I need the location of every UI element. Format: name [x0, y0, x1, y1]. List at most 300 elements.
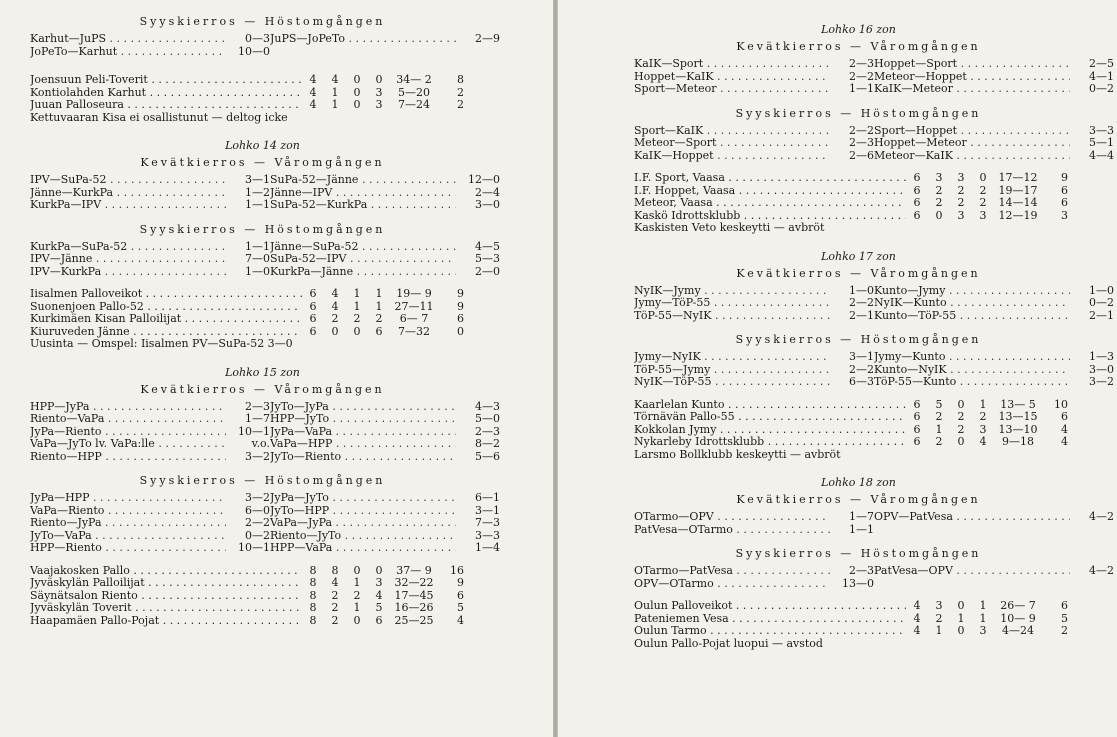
match-score: 1—1	[849, 82, 874, 95]
match-row	[874, 150, 1114, 163]
points: 4	[1061, 422, 1068, 436]
match-score: 3—2	[245, 449, 270, 463]
match-teams: Karhut—JuPS . . .	[30, 33, 226, 46]
match-score: 0—3	[245, 32, 270, 45]
match-row	[30, 253, 270, 266]
match-teams: Hoppet—Sport . . .	[874, 58, 1070, 71]
standings-table	[634, 172, 1083, 222]
games-played: 4	[309, 85, 317, 99]
match-score: 4—5	[475, 239, 500, 253]
goals: 4—24	[1002, 624, 1034, 637]
results-column-1	[634, 511, 874, 536]
autumn-results	[634, 564, 1114, 590]
match-row	[270, 33, 500, 46]
spring-results	[634, 510, 1114, 536]
draws: 0	[957, 624, 965, 637]
match-score: 4—2	[1089, 510, 1114, 523]
match-row	[30, 187, 270, 200]
match-teams: JoPeTo—Karhut . . .	[30, 46, 226, 59]
match-teams: JyPa—VaPa . . .	[270, 426, 456, 439]
match-row	[634, 351, 874, 364]
match-row	[634, 524, 874, 537]
results-column-2	[874, 511, 1114, 536]
goals: 25—25	[394, 613, 434, 627]
points: 4	[1061, 435, 1068, 448]
wins: 2	[331, 613, 339, 627]
match-teams: JyTo—HPP . . .	[270, 505, 456, 518]
match-row	[270, 530, 500, 543]
goals: 7—24	[398, 98, 430, 111]
match-teams: JyPa—HPP . . .	[30, 492, 226, 505]
match-row	[874, 376, 1114, 389]
match-score: 6—1	[475, 491, 500, 504]
standings-table	[30, 565, 495, 628]
match-row	[634, 297, 874, 310]
match-score: 1—3	[1089, 350, 1114, 363]
match-row	[30, 530, 270, 543]
match-score: 1—2	[245, 185, 270, 199]
match-score: 8—2	[475, 437, 500, 450]
match-teams: Jänne—KurkPa . . .	[30, 187, 226, 200]
results-column-1	[30, 492, 270, 555]
draws: 0	[353, 85, 361, 99]
team-name: Suonenjoen Pallo-52 . . .	[30, 301, 302, 314]
games-played: 6	[913, 208, 921, 222]
match-score: 1—1	[849, 522, 874, 536]
match-teams: JyTo—VaPa . . .	[30, 530, 226, 543]
match-teams: JyPa—Riento . . .	[30, 426, 226, 439]
spacer	[30, 351, 495, 361]
match-row	[30, 241, 270, 254]
match-row	[270, 438, 500, 451]
match-teams: KaIK—Meteor . . .	[874, 83, 1070, 96]
goals: 32—22	[394, 576, 434, 589]
match-teams: TöP-55—Kunto . . .	[874, 376, 1070, 389]
match-score: 2—3	[849, 564, 874, 577]
match-teams: Kunto—TöP-55 . . .	[874, 310, 1070, 323]
match-score: 1—4	[475, 541, 500, 554]
match-score: 1—0	[245, 264, 270, 278]
match-teams: HPP—JyTo . . .	[270, 413, 456, 426]
games-played: 6	[913, 422, 921, 436]
spacer	[30, 212, 495, 222]
spacer	[634, 96, 1083, 106]
match-row	[270, 451, 500, 464]
wins: 3	[935, 599, 943, 612]
losses: 1	[979, 397, 987, 411]
match-row	[874, 137, 1114, 150]
points: 3	[1061, 208, 1068, 222]
losses: 3	[375, 98, 383, 111]
goals: 5—20	[398, 85, 430, 99]
results-column-1	[30, 401, 270, 464]
wins: 5	[935, 397, 943, 411]
group-title: Lohko 14 zon	[225, 139, 300, 152]
results-column-1	[634, 565, 874, 590]
left-page-content	[30, 14, 500, 627]
wins: 0	[331, 324, 339, 338]
wins: 2	[935, 435, 943, 448]
wins: 4	[331, 287, 339, 300]
footnote: Uusinta — Omspel: Iisalmen PV—SuPa-52 3—0	[30, 337, 293, 350]
match-teams: JyPa—JyTo . . .	[270, 492, 456, 505]
standings-row	[30, 577, 495, 590]
match-score: 10—1	[238, 541, 270, 554]
match-row	[634, 58, 874, 71]
match-score: 3—0	[1089, 362, 1114, 376]
wins: 4	[331, 576, 339, 589]
match-row	[30, 492, 270, 505]
match-row	[634, 310, 874, 323]
spacer	[30, 58, 495, 74]
match-teams: OTarmo—OPV . . .	[634, 511, 830, 524]
match-score: 12—0	[468, 173, 500, 186]
match-row	[30, 33, 270, 46]
results-column-1	[634, 58, 874, 96]
standings-table	[30, 74, 495, 112]
losses: 1	[979, 599, 987, 612]
team-name: Oulun Palloveikot . . .	[634, 600, 906, 613]
match-score: 13—0	[842, 576, 874, 590]
standings-row	[30, 74, 495, 87]
games-played: 6	[309, 299, 317, 313]
games-played: 4	[913, 611, 921, 625]
autumn-round-header: Syyskierros — Höstomgången	[735, 106, 982, 120]
goals: 13—15	[998, 410, 1038, 423]
match-score: 0—2	[245, 528, 270, 542]
games-played: 6	[913, 397, 921, 411]
group-title: Lohko 18 zon	[821, 476, 896, 489]
results-column-1	[30, 174, 270, 212]
match-score: 2—9	[475, 32, 500, 45]
losses: 5	[375, 601, 383, 614]
match-row	[874, 511, 1114, 524]
match-teams: NyIK—Kunto . . .	[874, 297, 1070, 310]
match-row	[30, 438, 270, 451]
match-row	[30, 46, 270, 59]
team-name: Oulun Tarmo . . .	[634, 625, 906, 638]
results-column-2	[874, 351, 1114, 389]
match-row	[270, 241, 500, 254]
wins: 2	[331, 588, 339, 602]
match-teams: Jänne—IPV . . .	[270, 187, 456, 200]
match-row	[30, 542, 270, 555]
goals: 19—17	[998, 183, 1038, 197]
points: 6	[1061, 599, 1068, 612]
match-row	[874, 58, 1114, 71]
standings-table	[634, 399, 1083, 449]
match-teams: Kunto—Jymy . . .	[874, 285, 1070, 298]
losses: 2	[979, 410, 987, 423]
spacer	[634, 322, 1083, 332]
match-teams: PatVesa—OPV . . .	[874, 565, 1070, 578]
points: 10	[1054, 397, 1068, 411]
games-played: 6	[913, 183, 921, 197]
group-title: Lohko 16 zon	[821, 23, 896, 36]
match-score: 2—3	[849, 57, 874, 70]
match-teams: HPP—VaPa . . .	[270, 542, 456, 555]
autumn-results	[30, 491, 500, 555]
games-played: 6	[309, 312, 317, 325]
group-title: Lohko 15 zon	[225, 365, 300, 379]
goals: 34— 2	[396, 73, 432, 86]
spring-round-header: Kevätkierros — Våromgången	[140, 382, 385, 396]
autumn-results	[30, 32, 500, 58]
draws: 1	[353, 576, 361, 589]
draws: 2	[957, 196, 965, 209]
wins: 2	[935, 410, 943, 423]
standings-row	[634, 197, 1083, 210]
match-row	[270, 266, 500, 279]
points: 2	[457, 85, 464, 99]
match-teams: IPV—Jänne . . .	[30, 253, 226, 266]
standings-row	[30, 288, 495, 301]
draws: 2	[957, 422, 965, 436]
match-teams: Jymy—NyIK . . .	[634, 351, 830, 364]
losses: 1	[375, 287, 383, 300]
games-played: 8	[309, 588, 317, 602]
match-teams: JyTo—Riento . . .	[270, 451, 456, 464]
match-teams: NyIK—Jymy . . .	[634, 285, 830, 298]
spacer	[634, 461, 1083, 471]
spring-round-header: Kevätkierros — Våromgången	[736, 493, 981, 506]
wins: 1	[331, 98, 339, 111]
footnote: Kettuvaaran Kisa ei osallistunut — deltog icke	[30, 110, 288, 124]
wins: 1	[935, 624, 943, 637]
draws: 0	[957, 435, 965, 448]
wins: 0	[935, 208, 943, 222]
footnote: Oulun Pallo-Pojat luopui — avstod	[634, 636, 823, 650]
games-played: 6	[309, 287, 317, 300]
match-teams: KurkPa—Jänne . . .	[270, 266, 456, 279]
match-row	[874, 125, 1114, 138]
results-column-1	[634, 285, 874, 323]
team-name: Nykarleby Idrottsklubb . . .	[634, 436, 906, 449]
match-row	[270, 413, 500, 426]
match-row	[634, 565, 874, 578]
draws: 1	[353, 287, 361, 300]
team-name: Säynätsalon Riento . . .	[30, 590, 302, 603]
match-score: 4—3	[475, 399, 500, 413]
match-teams: Jänne—SuPa-52 . . .	[270, 241, 456, 254]
results-column-2	[874, 125, 1114, 163]
match-score: 3—3	[475, 528, 500, 542]
match-row	[270, 187, 500, 200]
match-row	[634, 150, 874, 163]
spacer	[30, 463, 495, 473]
team-name: I.F. Hoppet, Vaasa . . .	[634, 185, 906, 198]
match-score: 2—5	[1089, 57, 1114, 70]
match-row	[30, 401, 270, 414]
draws: 2	[957, 183, 965, 197]
games-played: 8	[309, 601, 317, 614]
losses: 2	[979, 196, 987, 209]
games-played: 4	[913, 624, 921, 637]
team-name: Juuan Palloseura . . .	[30, 99, 302, 112]
match-score: 1—1	[245, 198, 270, 211]
results-column-2	[874, 285, 1114, 323]
match-teams: Kunto—NyIK . . .	[874, 364, 1070, 377]
points: 6	[1061, 196, 1068, 209]
match-score: 2—0	[475, 264, 500, 278]
match-row	[270, 542, 500, 555]
right-page	[558, 0, 1117, 737]
match-teams: Meteor—Hoppet . . .	[874, 71, 1070, 84]
goals: 26— 7	[1000, 599, 1036, 612]
points: 6	[457, 312, 464, 325]
match-row	[30, 174, 270, 187]
autumn-results	[634, 123, 1114, 163]
wins: 2	[935, 183, 943, 197]
match-score: 7—0	[245, 252, 270, 265]
points: 9	[457, 576, 464, 589]
points: 5	[457, 601, 464, 614]
games-played: 4	[309, 98, 317, 111]
wins: 8	[331, 563, 339, 577]
match-score: 3—3	[1089, 123, 1114, 137]
draws: 2	[353, 312, 361, 325]
losses: 6	[375, 613, 383, 627]
match-score: 1—0	[1089, 283, 1114, 297]
draws: 2	[957, 410, 965, 423]
spacer	[30, 124, 495, 134]
match-score: 2—1	[849, 308, 874, 322]
games-played: 8	[309, 576, 317, 589]
draws: 0	[353, 613, 361, 627]
match-score: 4—4	[1089, 148, 1114, 162]
match-teams: Meteor—Sport . . .	[634, 137, 830, 150]
match-score: 2—2	[849, 296, 874, 309]
team-name: Kiuruveden Jänne . . .	[30, 326, 302, 339]
match-teams: OPV—OTarmo . . .	[634, 578, 830, 591]
footnote: Kaskisten Veto keskeytti — avbröt	[634, 221, 825, 234]
standings-row	[634, 411, 1083, 424]
match-score: 5—6	[475, 449, 500, 463]
team-name: Iisalmen Palloveikot . . .	[30, 288, 302, 301]
match-teams: Meteor—KaIK . . .	[874, 150, 1070, 163]
results-column-2	[270, 401, 500, 464]
draws: 1	[353, 299, 361, 313]
spring-round-header: Kevätkierros — Våromgången	[140, 156, 385, 169]
match-teams: IPV—SuPa-52 . . .	[30, 174, 226, 187]
draws: 1	[957, 611, 965, 625]
points: 5	[1061, 611, 1068, 625]
match-teams: OTarmo—PatVesa . . .	[634, 565, 830, 578]
spring-results	[30, 399, 500, 464]
team-name: Kaarlelan Kunto . . .	[634, 399, 906, 412]
autumn-round-header: Syyskierros — Höstomgången	[139, 474, 386, 487]
match-row	[634, 376, 874, 389]
match-row	[270, 174, 500, 187]
draws: 0	[353, 98, 361, 111]
match-teams: HPP—JyPa . . .	[30, 401, 226, 414]
match-score: 2—4	[475, 185, 500, 199]
match-row	[634, 137, 874, 150]
wins: 1	[935, 422, 943, 436]
match-score: 3—2	[1089, 375, 1114, 388]
match-score: 1—7	[849, 510, 874, 523]
match-row	[270, 253, 500, 266]
match-score: 3—1	[245, 173, 270, 186]
match-teams: HPP—Riento . . .	[30, 542, 226, 555]
match-teams: Jymy—TöP-55 . . .	[634, 297, 830, 310]
goals: 6— 7	[399, 312, 429, 325]
results-column-2	[874, 565, 1114, 590]
team-name: I.F. Sport, Vaasa . . .	[634, 172, 906, 185]
wins: 2	[935, 196, 943, 209]
losses: 1	[375, 299, 383, 313]
match-teams: Riento—JyTo . . .	[270, 530, 456, 543]
match-row	[30, 451, 270, 464]
match-teams: Hoppet—Meteor . . .	[874, 137, 1070, 150]
draws: 0	[353, 563, 361, 577]
games-played: 6	[913, 410, 921, 423]
match-score: v.o.	[251, 437, 270, 450]
games-played: 4	[309, 73, 317, 86]
match-score: 2—2	[849, 362, 874, 376]
match-row	[270, 492, 500, 505]
match-teams: KaIK—Hoppet . . .	[634, 150, 830, 163]
match-score: 3—2	[245, 491, 270, 504]
match-score: 2—6	[849, 148, 874, 162]
losses: 2	[979, 183, 987, 197]
games-played: 6	[309, 324, 317, 338]
games-played: 6	[913, 435, 921, 448]
match-row	[30, 505, 270, 518]
match-teams: JuPS—JoPeTo . . .	[270, 33, 456, 46]
standings-row	[30, 615, 495, 628]
points: 4	[457, 613, 464, 627]
goals: 17—45	[394, 588, 434, 602]
match-score: 6—0	[245, 503, 270, 517]
footnote: Larsmo Bollklubb keskeytti — avbröt	[634, 447, 841, 461]
match-teams: IPV—KurkPa . . .	[30, 266, 226, 279]
wins: 4	[331, 299, 339, 313]
match-teams: TöP-55—Jymy . . .	[634, 364, 830, 377]
results-column-1	[634, 125, 874, 163]
points: 9	[457, 287, 464, 300]
losses: 6	[375, 324, 383, 338]
autumn-round-header: Syyskierros — Höstomgången	[139, 222, 386, 236]
match-row	[30, 266, 270, 279]
points: 6	[1061, 410, 1068, 423]
goals: 13—10	[998, 422, 1038, 436]
match-row	[874, 71, 1114, 84]
draws: 0	[353, 73, 361, 86]
group-title: Lohko 17 zon	[821, 249, 896, 263]
goals: 37— 9	[396, 563, 432, 577]
match-teams: OPV—PatVesa . . .	[874, 511, 1070, 524]
match-score: 5—3	[475, 252, 500, 265]
match-teams: KurkPa—SuPa-52 . . .	[30, 241, 226, 254]
match-row	[30, 517, 270, 530]
match-row	[634, 511, 874, 524]
match-teams: Hoppet—KaIK . . .	[634, 71, 830, 84]
team-name: Kokkolan Jymy . . .	[634, 424, 906, 437]
points: 6	[1061, 183, 1068, 197]
games-played: 6	[913, 196, 921, 209]
spring-results	[30, 173, 500, 212]
match-teams: NyIK—TöP-55 . . .	[634, 376, 830, 389]
match-teams: TöP-55—NyIK . . .	[634, 310, 830, 323]
match-score: 3—1	[475, 503, 500, 517]
team-name: Meteor, Vaasa . . .	[634, 197, 906, 210]
draws: 0	[353, 324, 361, 338]
match-teams: VaPa—HPP . . .	[270, 438, 456, 451]
match-row	[30, 413, 270, 426]
losses: 0	[375, 73, 383, 86]
results-column-2	[270, 174, 500, 212]
